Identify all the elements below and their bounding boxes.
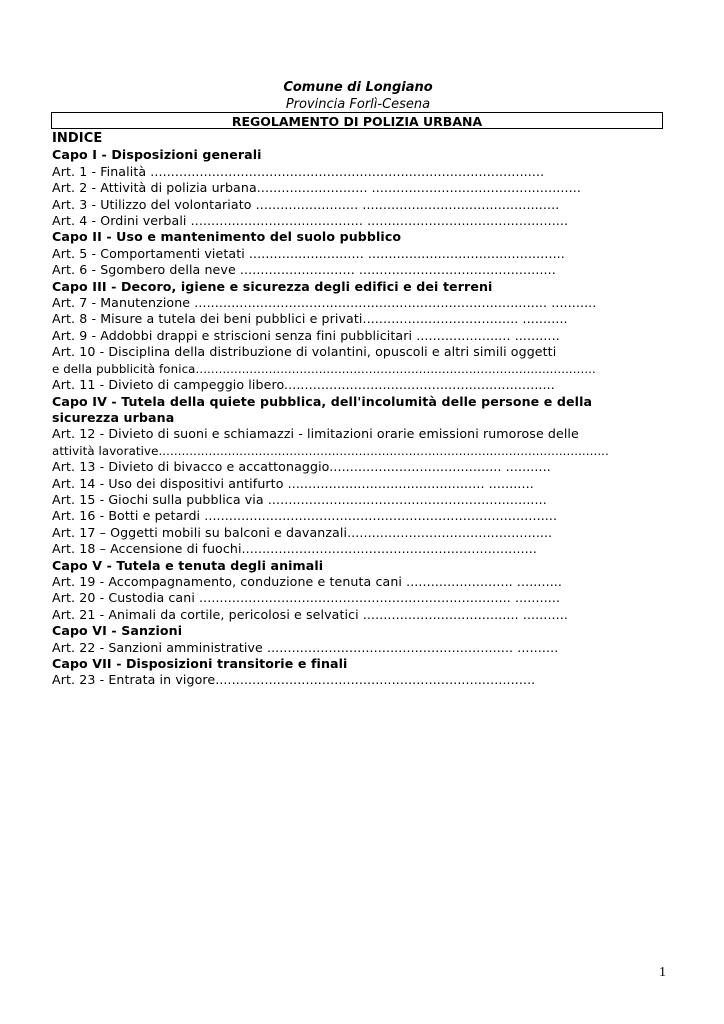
toc-entry: Art. 15 - Giochi sulla pubblica via .................................................................... — [52, 491, 547, 507]
toc-entry: Art. 11 - Divieto di campeggio libero.................................................................. — [52, 377, 555, 393]
toc-entry: Art. 18 – Accensione di fuochi........................................................................ — [52, 541, 537, 557]
toc-entry: Art. 4 - Ordini verbali .......................................... ................................................. — [52, 213, 569, 229]
regulation-title: REGOLAMENTO DI POLIZIA URBANA — [51, 112, 663, 129]
toc-entry: Art. 7 - Manutenzione ...................................................................................... ........... — [52, 295, 597, 311]
toc-heading: Capo VII - Disposizioni transitorie e finali — [52, 656, 348, 671]
toc-entry: Art. 17 – Oggetti mobili su balconi e davanzali.................................................. — [52, 524, 553, 540]
toc-heading: Capo VI - Sanzioni — [52, 623, 183, 639]
toc-heading: Capo III - Decoro, igiene e sicurezza degli edifici e dei terreni — [52, 278, 493, 294]
toc-entry: Art. 14 - Uso dei dispositivi antifurto ................................................ ........... — [52, 475, 534, 491]
toc-entry: Art. 12 - Divieto di suoni e schiamazzi - limitazioni orarie emissioni rumorose delle — [52, 426, 579, 442]
toc-entry: Art. 2 - Attività di polizia urbana........................... ................................................... — [52, 180, 581, 196]
municipality-name: Comune di Longiano — [283, 80, 433, 95]
toc-heading: INDICE — [52, 131, 103, 146]
province-name: Provincia Forlì-Cesena — [285, 97, 431, 112]
toc-entry: Art. 21 - Animali da cortile, pericolosi e selvatici ...................................... ........... — [52, 606, 568, 622]
toc-entry: attività lavorative..................................................................................................................... — [52, 443, 609, 458]
toc-entry: Art. 16 - Botti e petardi ...................................................................................... — [52, 508, 558, 524]
toc-entry: Art. 3 - Utilizzo del volontariato ......................... ................................................ — [52, 196, 560, 212]
toc-heading: Capo V - Tutela e tenuta degli animali — [52, 557, 324, 573]
toc-heading: Capo I - Disposizioni generali — [52, 147, 262, 163]
toc-entry: Art. 6 - Sgombero della neve ............................ ................................................ — [52, 262, 556, 278]
toc-heading: Capo II - Uso e mantenimento del suolo pubblico — [52, 229, 402, 245]
toc-entry: Art. 5 - Comportamenti vietati ............................ ................................................ — [52, 245, 565, 261]
toc-entry: e della pubblicità fonica........................................................................................................ — [52, 361, 596, 376]
toc-entry: Art. 8 - Misure a tutela dei beni pubblici e privati...................................... ........... — [52, 311, 568, 327]
toc-heading: sicurezza urbana — [52, 409, 175, 425]
toc-heading: Capo IV - Tutela della quiete pubblica, dell'incolumità delle persone e della — [52, 393, 593, 409]
toc-entry: Art. 9 - Addobbi drappi e striscioni senza fini pubblicitari ....................... ........... — [52, 327, 560, 343]
toc-entry: Art. 22 - Sanzioni amministrative ............................................................ .......... — [52, 639, 559, 655]
toc-entry: Art. 1 - Finalità ................................................................................................ — [52, 163, 545, 179]
toc-entry: Art. 20 - Custodia cani ............................................................................ ........... — [52, 590, 561, 606]
toc-entry: Art. 13 - Divieto di bivacco e accattonaggio.......................................... ........... — [52, 459, 551, 475]
page-number: 1 — [659, 965, 666, 980]
toc-entry: Art. 23 - Entrata in vigore.............................................................................. — [52, 672, 536, 688]
toc-entry: Art. 19 - Accompagnamento, conduzione e tenuta cani .......................... ........... — [52, 573, 563, 589]
toc-entry: Art. 10 - Disciplina della distribuzione di volantini, opuscoli e altri simili oggetti — [52, 344, 557, 360]
table-of-contents — [52, 131, 652, 689]
